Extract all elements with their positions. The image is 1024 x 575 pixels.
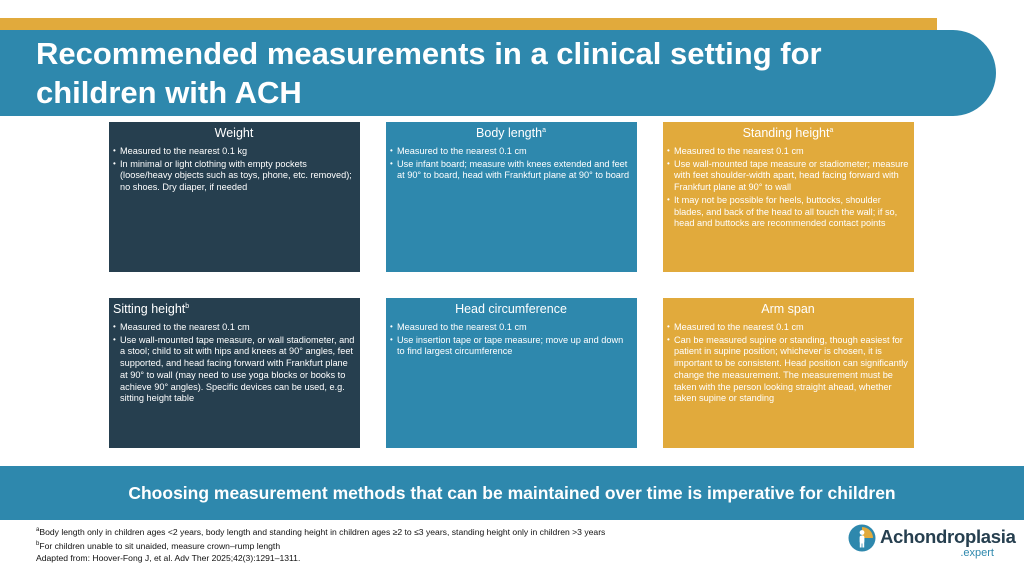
list-item: • Measured to the nearest 0.1 cm (113, 322, 250, 332)
card-title: Head circumference (455, 302, 567, 316)
source-citation: Adapted from: Hoover-Fong J, et al. Adv Ther 2025;42(3):1291–1311. (36, 552, 301, 563)
list-item: • Measured to the nearest 0.1 cm (667, 146, 804, 156)
logo-person-icon (848, 524, 876, 552)
card-body-length (386, 122, 637, 272)
card-list (113, 146, 355, 194)
list-item: • Can be measured supine or standing, though easiest for patient in supine position; whichever is chosen, it is important to be consistent. Head position can significantly change the measurement. The measurement must be taken with the person looking straight ahead, whether taken supine or standing (667, 334, 908, 404)
logo-name: Achondroplasia (880, 526, 1016, 547)
list-item: • Use wall-mounted tape measure, or wall stadiometer, and a stool; child to sit with hips and knees at 90° angles, feet supported, and head facing forward with Frankfurt plane at 90° to wall (may need to use yoga blocks or books to achieve 90° angles). Specific devices can be used, e.g. sitting height table (113, 334, 355, 404)
card-weight (109, 122, 360, 272)
card-list (667, 146, 909, 230)
list-item: • Use insertion tape or tape measure; move up and down to find largest circumference (390, 334, 624, 357)
list-item: • Use wall-mounted tape measure or stadiometer; measure with feet shoulder-width apart, head facing forward with Frankfurt plane at 90° to wall (667, 158, 909, 193)
footnote-b: $^b$For children unable to sit unaided, measure crown–rump length (36, 540, 281, 551)
achondroplasia-expert-logo (846, 520, 1016, 566)
top-accent-stripe (0, 18, 937, 30)
card-title: Body length$^a$ (476, 126, 546, 140)
list-item: • Use infant board; measure with knees extended and feet at 90° to board, head with Frankfurt plane at 90° to board (390, 158, 630, 181)
list-item: • Measured to the nearest 0.1 cm (390, 146, 527, 156)
list-item: • It may not be possible for heels, buttocks, shoulder blades, and back of the head to all touch the wall; if so, head and buttocks are recommended contact points (667, 194, 898, 229)
page-title: Recommended measurements in a clinical setting for children with ACH (36, 36, 822, 110)
card-list (390, 322, 632, 358)
card-title: Standing height$^a$ (742, 126, 834, 140)
card-title: Sitting height$^b$ (113, 302, 190, 316)
card-standing-height (663, 122, 914, 272)
list-item: • Measured to the nearest 0.1 kg (113, 146, 248, 156)
card-arm-span (663, 298, 914, 448)
list-item: • Measured to the nearest 0.1 cm (390, 322, 527, 332)
list-item: • In minimal or light clothing with empty pockets (loose/heavy objects such as toys, phone, etc. removed); no shoes. Dry diaper, if needed (113, 158, 352, 193)
card-list (667, 322, 909, 405)
footnotes (36, 524, 796, 564)
card-title: Weight (214, 126, 254, 140)
card-head-circumference (386, 298, 637, 448)
logo-subtitle: .expert (960, 547, 994, 559)
conclusion-text: Choosing measurement methods that can be maintained over time is imperative for children (128, 483, 896, 503)
card-sitting-height (109, 298, 360, 448)
card-list (390, 146, 632, 182)
conclusion-banner (0, 466, 1024, 520)
card-title: Arm span (761, 302, 815, 316)
list-item: • Measured to the nearest 0.1 cm (667, 322, 804, 332)
card-list (113, 322, 355, 405)
footnote-a: $^a$Body length only in children ages <2 years, body length and standing height in children ages ≥2 to ≤3 years, standing height only in children >3 years (36, 526, 606, 537)
